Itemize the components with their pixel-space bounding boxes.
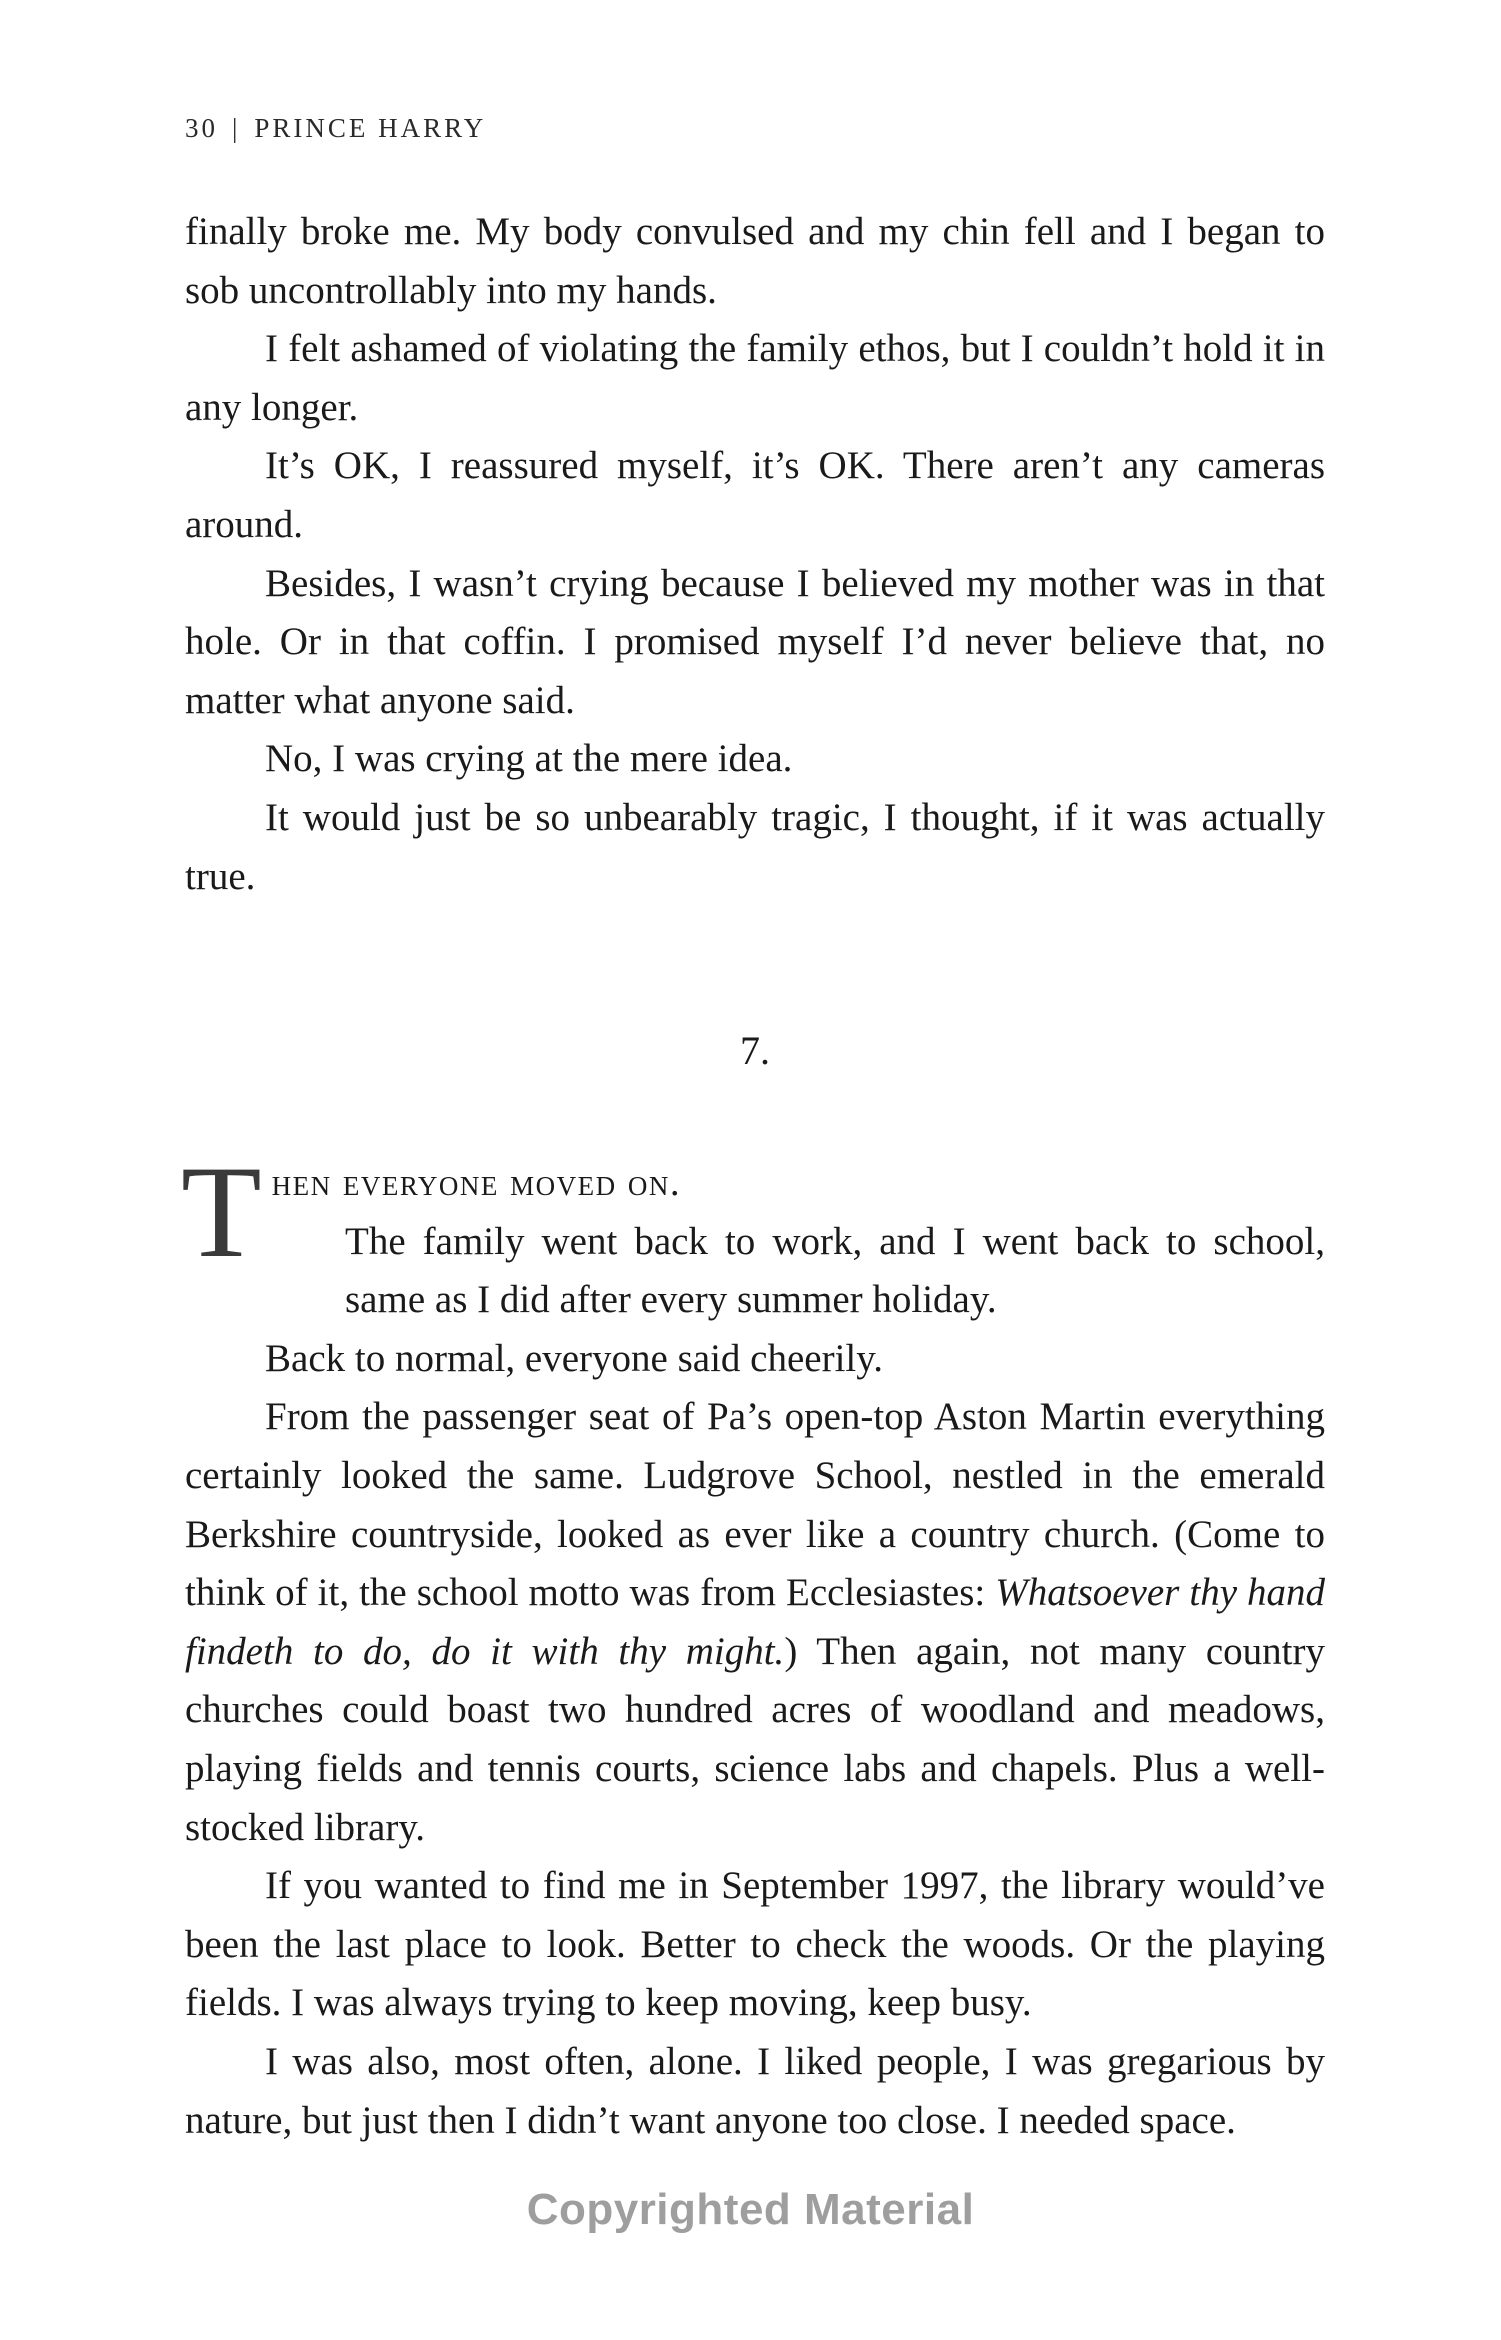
- running-head: [185, 113, 486, 144]
- paragraph: Back to normal, everyone said cheerily.: [265, 1336, 883, 1380]
- book-title: PRINCE HARRY: [254, 113, 487, 143]
- paragraph: The family went back to work, and I went back to school, same as I did after every summer holiday.: [345, 1219, 1325, 1322]
- text-run: From the passenger seat of Pa’s open-top Aston Martin everything certainly looked the same. Ludgrove School, nestled in the emerald Berkshire countryside, looked as ever like a country church. (Come to think of it, the school motto was from Ecclesiastes:: [185, 1395, 1325, 1615]
- paragraph: [185, 1388, 1325, 1857]
- opening-smallcaps: hen everyone moved on.: [271, 1161, 682, 1204]
- school-motto: Whatsoever thy hand findeth to do, do it with thy might.: [185, 1571, 1325, 1673]
- chapter-opening-line: [185, 1154, 1325, 1213]
- paragraph: If you wanted to find me in September 1997, the library would’ve been the last place to look. Better to check the woods. Or the playing fields. I was always trying to keep moving, keep busy.: [185, 1864, 1325, 2025]
- text-run: ) Then again, not many country churches could boast two hundred acres of woodland and meadows, playing fields and tennis courts, science labs and chapels. Plus a well-stocked library.: [185, 1629, 1325, 1849]
- drop-cap: T: [181, 1138, 262, 1285]
- paragraph: finally broke me. My body convulsed and my chin fell and I began to sob uncontrollably into my hands.: [185, 210, 1325, 312]
- copyright-watermark: Copyrighted Material: [526, 2185, 975, 2234]
- chapter-number: 7.: [740, 1028, 770, 1073]
- paragraph: I felt ashamed of violating the family ethos, but I couldn’t hold it in any longer.: [185, 327, 1325, 429]
- previous-section-text: [185, 203, 1325, 906]
- header-separator: |: [232, 113, 241, 143]
- paragraph: Besides, I wasn’t crying because I believed my mother was in that hole. Or in that coffin. I promised myself I’d never believe that, no matter what anyone said.: [185, 561, 1325, 722]
- paragraph: No, I was crying at the mere idea.: [265, 737, 793, 781]
- paragraph: It’s OK, I reassured myself, it’s OK. There aren’t any cameras around.: [185, 444, 1325, 546]
- paragraph: It would just be so unbearably tragic, I thought, if it was actually true.: [185, 795, 1325, 898]
- paragraph: I was also, most often, alone. I liked people, I was gregarious by nature, but just then I didn’t want anyone too close. I needed space.: [185, 2039, 1325, 2142]
- chapter-text: [181, 1138, 1325, 2150]
- page-number: 30: [185, 113, 218, 143]
